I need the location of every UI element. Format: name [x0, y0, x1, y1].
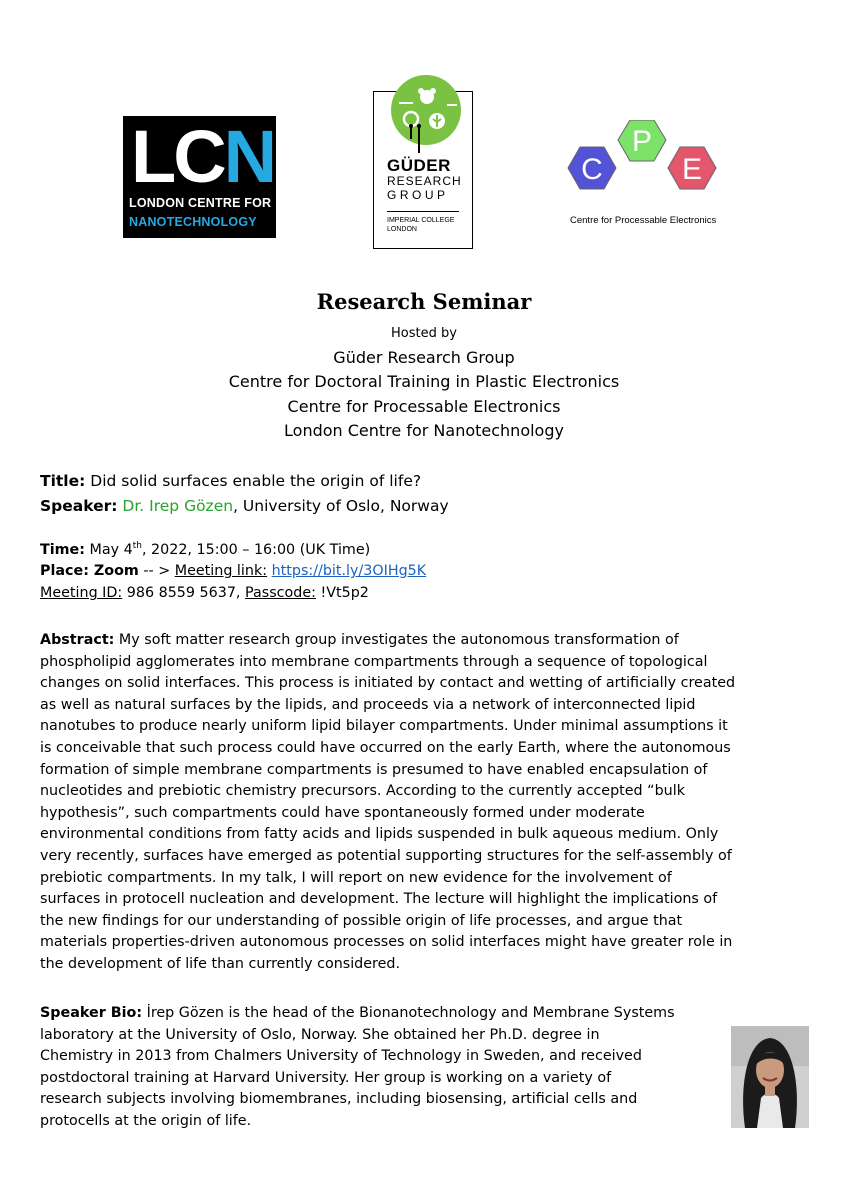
guder-logo-imperial-line: IMPERIAL COLLEGE [387, 217, 455, 224]
lcn-letters-blue: N [223, 115, 275, 198]
cpe-letter-e: E [681, 153, 703, 186]
abstract-line: the development of life than currently considered. [40, 955, 401, 972]
abstract-line: is conceivable that such process could have occurred on the early Earth, where the autonomous [40, 739, 731, 756]
speaker-affiliation: , University of Oslo, Norway [233, 497, 449, 515]
abstract-label: Abstract: [40, 632, 115, 648]
abstract-line: materials properties-driven autonomous processes on solid interfaces might have greater role in [40, 934, 733, 951]
meeting-id: 986 8559 5637, [126, 585, 246, 601]
place-line [40, 563, 426, 579]
passcode: !Vt5p2 [320, 585, 369, 601]
abstract-line: environmental conditions from fatty acids and lipids suspended in bulk aqueous medium. Only [40, 826, 719, 843]
abstract-line: as well as natural surfaces by the lipids, and proceeds via a network of interconnected lipid [40, 696, 696, 713]
guder-logo [373, 75, 473, 249]
speaker-bio [40, 1003, 810, 1133]
abstract-line: prebiotic compartments. In my talk, I will report on new evidence for the involvement of [40, 869, 672, 886]
meeting-id-label: Meeting ID: [40, 585, 123, 601]
time-label: Time: [40, 541, 85, 558]
abstract-line: formation of simple membrane compartments is presumed to have enabled encapsulation of [40, 761, 708, 778]
host-cdt: Centre for Doctoral Training in Plastic Electronics [228, 372, 620, 391]
seminar-heading: Research Seminar [316, 289, 532, 314]
bio-line: laboratory at the University of Oslo, Norway. She obtained her Ph.D. degree in [40, 1026, 600, 1043]
abstract-line: the new findings for our understanding of possible origin of life processes, and argue that [40, 912, 683, 929]
lcn-logo-letters [131, 115, 275, 198]
abstract-line: phospholipid agglomerates into membrane compartments through a sequence of topological [40, 653, 708, 670]
lcn-letters-white: LC [131, 115, 224, 198]
talk-title-label: Title: [40, 472, 86, 490]
speaker-line [40, 497, 449, 515]
passcode-label: Passcode: [245, 585, 316, 601]
bio-line: Chemistry in 2013 from Chalmers University of Technology in Sweden, and received [40, 1048, 642, 1065]
meeting-link[interactable]: https://bit.ly/3OIHg5K [271, 563, 427, 579]
guder-logo-name: GÜDER [387, 156, 451, 175]
time-value: , 2022, 15:00 – 16:00 (UK Time) [141, 541, 371, 558]
guder-logo-group: GROUP [387, 188, 449, 202]
abstract-line: nanotubes to produce nearly uniform lipid bilayer compartments. Under minimal assumptions it [40, 718, 728, 735]
abstract [40, 630, 810, 976]
cpe-letter-c: C [581, 153, 603, 186]
bio-line-text: İrep Gözen is the head of the Bionanotechnology and Membrane Systems [142, 1005, 675, 1021]
speaker-portrait-image [731, 1026, 809, 1128]
host-cpe: Centre for Processable Electronics [287, 397, 561, 416]
abstract-line: hypothesis”, such compartments could have spontaneously formed under moderate [40, 804, 645, 821]
time-line [40, 541, 370, 558]
guder-molecule-icon [391, 75, 461, 155]
cpe-letter-p: P [631, 125, 653, 158]
cpe-logo-caption: Centre for Processable Electronics [570, 215, 717, 226]
talk-title-line [40, 472, 421, 490]
guder-logo-london-line: LONDON [387, 226, 417, 233]
abstract-line: nucleotides and prebiotic chemistry precursors. According to the currently accepted “bulk [40, 783, 685, 800]
abstract-line [40, 630, 810, 652]
speaker-name: Dr. Irep Gözen [122, 497, 234, 515]
abstract-line-text: My soft matter research group investigates the autonomous transformation of [114, 632, 679, 648]
hosted-by-label: Hosted by [391, 326, 457, 341]
time-date-suffix: th [132, 541, 142, 551]
speaker-photo [731, 1026, 809, 1128]
bio-label: Speaker Bio: [40, 1005, 143, 1021]
lcn-logo-line1: LONDON CENTRE FOR [129, 196, 272, 210]
speaker-label: Speaker: [40, 497, 118, 515]
bio-line: research subjects involving biomembranes, including biosensing, artificial cells and [40, 1091, 638, 1108]
bio-line: protocells at the origin of life. [40, 1112, 252, 1129]
abstract-line: surfaces in protocell nucleation and development. The lecture will highlight the implications of [40, 891, 718, 908]
guder-logo-divider [387, 211, 459, 212]
talk-title: Did solid surfaces enable the origin of life? [90, 472, 422, 490]
bio-line [40, 1003, 810, 1025]
abstract-line: very recently, surfaces have emerged as potential supporting structures for the self-assembly of [40, 847, 732, 864]
host-guder: Güder Research Group [333, 348, 515, 367]
host-lcn: London Centre for Nanotechnology [284, 421, 564, 440]
meeting-link-label: Meeting link: [174, 563, 268, 579]
meeting-id-line [40, 585, 369, 601]
bio-line: postdoctoral training at Harvard University. Her group is working on a variety of [40, 1069, 612, 1086]
cpe-hexagons-icon [558, 120, 738, 215]
lcn-logo [123, 116, 276, 238]
abstract-line: changes on solid interfaces. This process is initiated by contact and wetting of artificially created [40, 675, 736, 692]
guder-logo-imperial [387, 216, 454, 234]
lcn-logo-line2: NANOTECHNOLOGY [129, 215, 257, 229]
place-arrow: -- > [143, 563, 171, 579]
guder-logo-research: RESEARCH [387, 174, 462, 188]
cpe-logo [558, 120, 738, 230]
place-label: Place: Zoom [40, 563, 139, 579]
time-date: May 4 [89, 541, 133, 558]
